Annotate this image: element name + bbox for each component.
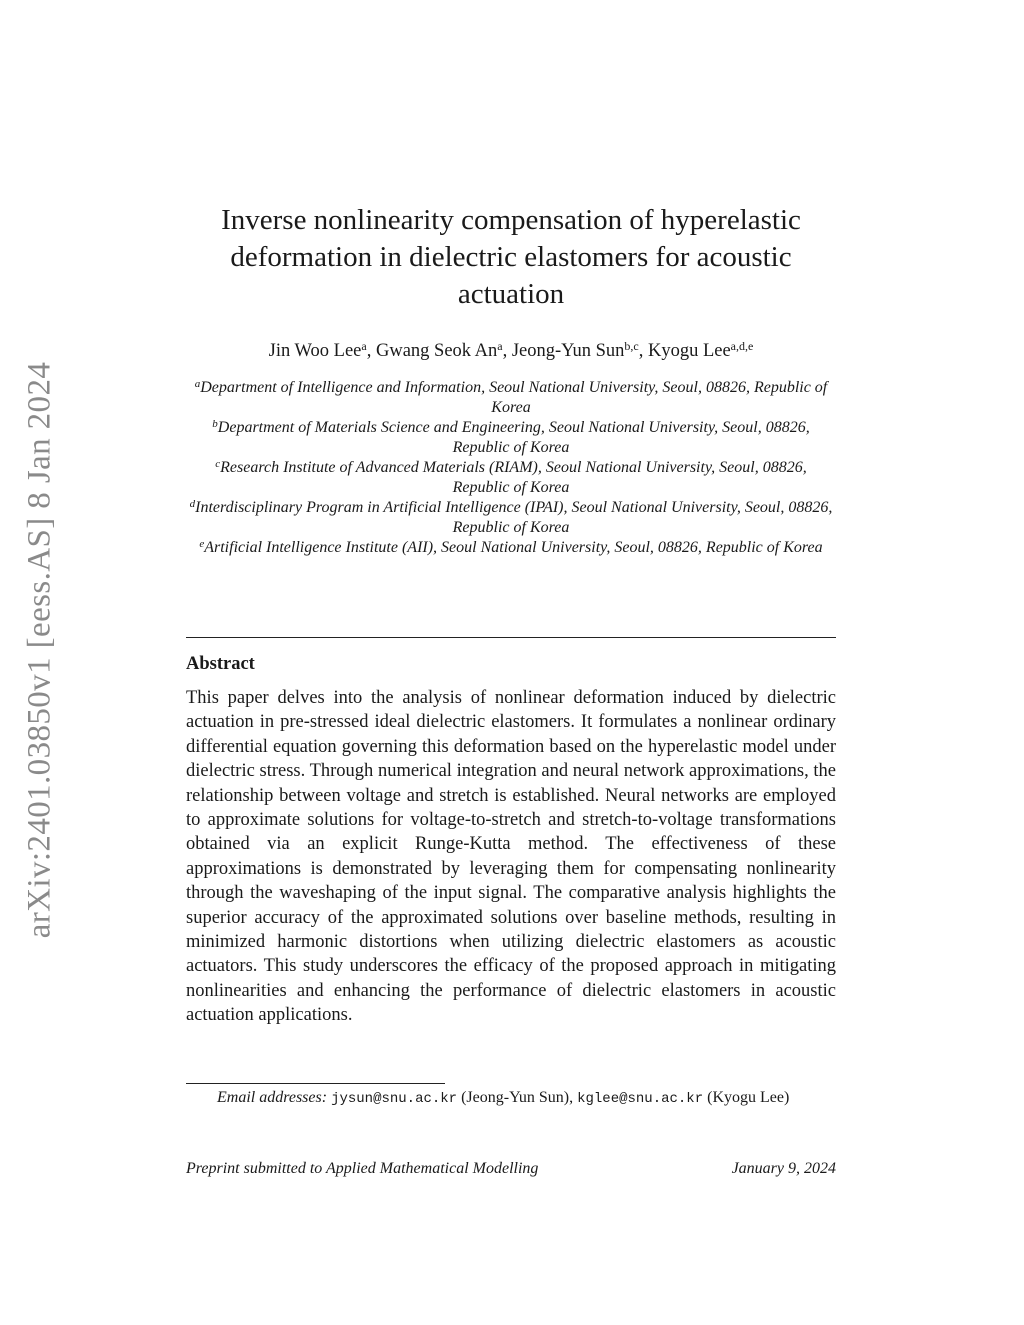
author: Jin Woo Lee$^a$, [268,339,376,361]
author: Kyogu Lee$^{a,d,e}$ [647,339,754,361]
preprint-date: January 9, 2024 [731,1160,836,1177]
affiliation: $^d$Interdisciplinary Program in Artificial Intelligence (IPAI), Seoul National University, Seoul, 08826, Republic of Korea [189,498,833,536]
affiliation-list [186,378,836,558]
author: Jeong-Yun Sun$^{b,c}$, [511,339,648,361]
affiliation: $^c$Research Institute of Advanced Materials (RIAM), Seoul National University, Seoul, 08826, Republic of Korea [215,458,807,496]
author-list [186,338,836,364]
affiliation: $^e$Artificial Intelligence Institute (AII), Seoul National University, Seoul, 08826, Republic of Korea [199,538,823,556]
author: Gwang Seok An$^a$, [375,339,512,361]
abstract-top-rule [186,637,836,638]
abstract-heading: Abstract [186,654,255,674]
footnote-rule [186,1083,445,1084]
email-link[interactable]: kglee@snu.ac.kr [577,1091,704,1107]
affiliation: $^a$Department of Intelligence and Information, Seoul National University, Seoul, 08826, Republic of Korea [194,378,828,416]
affiliation: $^b$Department of Materials Science and Engineering, Seoul National University, Seoul, 08826, Republic of Korea [212,418,810,456]
abstract-text: This paper delves into the analysis of nonlinear deformation induced by dielectric actuation in pre-stressed ideal dielectric elastomers. It formulates a nonlinear ordinary differential equation governing this deformation based on the hyperelastic model under dielectric stress. Through numerical integration and neural network approximations, the relationship between voltage and stretch is established. Neural networks are employed to approximate solutions for voltage-to-stretch and stretch-to-voltage transformations obtained via an explicit Runge-Kutta method. The effectiveness of these approximations is demonstrated by leveraging them for compensating nonlinearity through the waveshaping of the input signal. The comparative analysis highlights the superior accuracy of the approximated solutions over baseline methods, resulting in minimized harmonic distortions when utilizing dielectric elastomers as acoustic actuators. This study underscores the efficacy of the proposed approach in mitigating nonlinearities and enhancing the performance of dielectric elastomers in acoustic actuation applications. [186,688,836,1026]
paper-title: Inverse nonlinearity compensation of hyperelastic deformation in dielectric elastomers for acoustic actuation [221,204,801,310]
footnote-label: Email addresses: [217,1089,328,1106]
arxiv-identifier-stamp: arXiv:2401.03850v1 [eess.AS] 8 Jan 2024 [21,361,58,939]
email-link[interactable]: jysun@snu.ac.kr [331,1091,458,1107]
email-footnote: Email addresses: jysun@snu.ac.kr (Jeong-Yun Sun), kglee@snu.ac.kr (Kyogu Lee) [217,1089,790,1107]
preprint-note: Preprint submitted to Applied Mathematical Modelling [186,1160,539,1177]
